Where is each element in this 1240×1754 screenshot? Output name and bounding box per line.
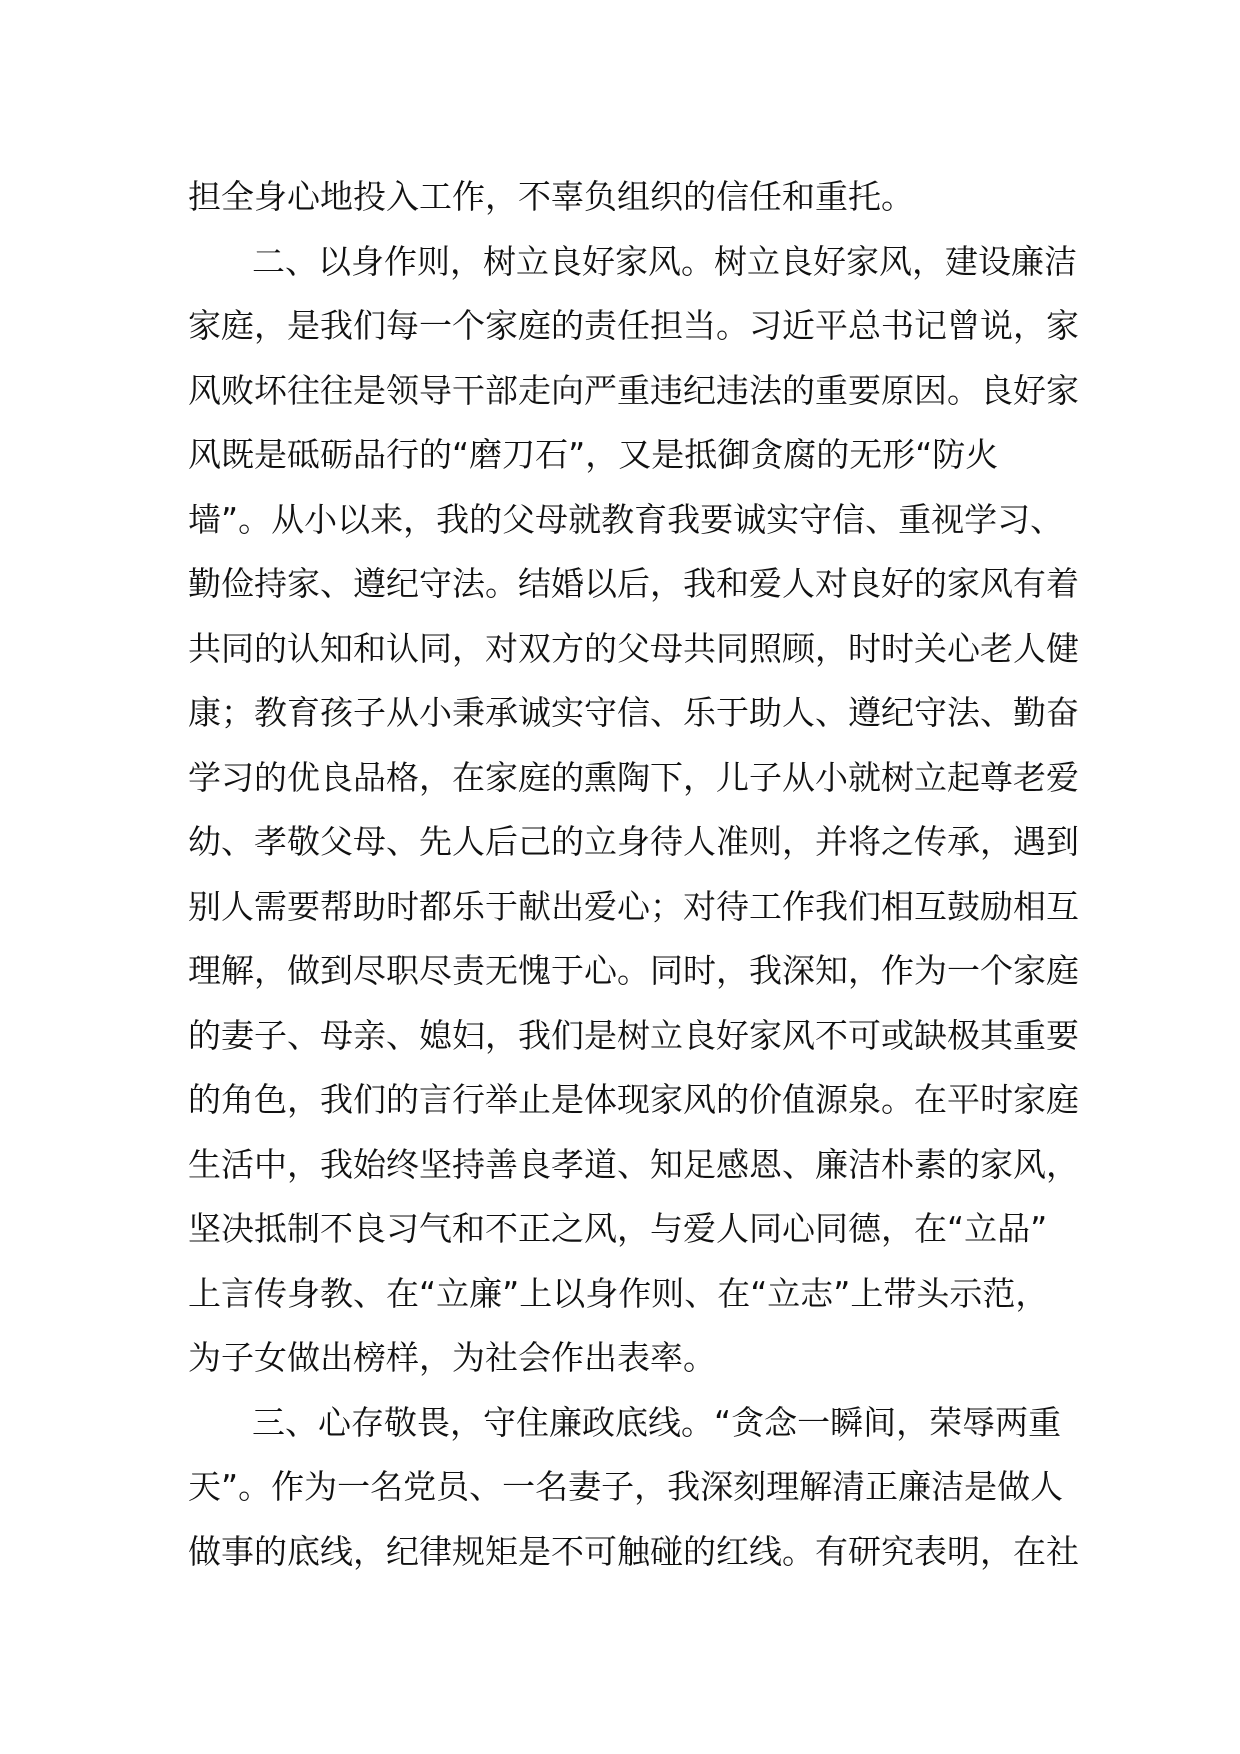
text-line: 家庭，是我们每一个家庭的责任担当。习近平总书记曾说，家 bbox=[188, 306, 1079, 345]
text-line: 风既是砥砺品行的“磨刀石”，又是抵御贪腐的无形“防火 bbox=[188, 435, 999, 474]
text-line: 理解，做到尽职尽责无愧于心。同时，我深知，作为一个家庭 bbox=[188, 951, 1079, 990]
text-line: 做事的底线，纪律规矩是不可触碰的红线。有研究表明，在社 bbox=[188, 1531, 1079, 1571]
text-line: 风败坏往往是领导干部走向严重违纪违法的重要原因。良好家 bbox=[188, 370, 1079, 410]
document-body bbox=[188, 165, 1088, 1584]
text-line: 幼、孝敬父母、先人后己的立身待人准则，并将之传承，遇到 bbox=[188, 822, 1079, 861]
paragraph-heading-3: 三、心存敬畏，守住廉政底线。“贪念一瞬间，荣辱两重 bbox=[252, 1402, 1062, 1442]
text-line: 担全身心地投入工作，不辜负组织的信任和重托。 bbox=[188, 177, 914, 216]
text-line: 上言传身教、在“立廉”上以身作则、在“立志”上带头示范， bbox=[188, 1273, 1049, 1313]
text-line: 天”。作为一名党员、一名妻子，我深刻理解清正廉洁是做人 bbox=[188, 1467, 1064, 1506]
text-line: 生活中，我始终坚持善良孝道、知足感恩、廉洁朴素的家风， bbox=[188, 1144, 1079, 1184]
text-line: 别人需要帮助时都乐于献出爱心；对待工作我们相互鼓励相互 bbox=[188, 886, 1079, 926]
text-line: 的角色，我们的言行举止是体现家风的价值源泉。在平时家庭 bbox=[188, 1080, 1079, 1119]
text-line: 墙”。从小以来，我的父母就教育我要诚实守信、重视学习、 bbox=[188, 499, 1064, 539]
text-line: 的妻子、母亲、媳妇，我们是树立良好家风不可或缺极其重要 bbox=[188, 1015, 1079, 1055]
text-line: 学习的优良品格，在家庭的熏陶下，儿子从小就树立起尊老爱 bbox=[188, 757, 1079, 797]
text-line: 为子女做出榜样，为社会作出表率。 bbox=[188, 1338, 716, 1377]
text-line: 坚决抵制不良习气和不正之风，与爱人同心同德，在“立品” bbox=[188, 1209, 1048, 1248]
paragraph-heading-2: 二、以身作则，树立良好家风。树立良好家风，建设廉洁 bbox=[252, 241, 1077, 281]
text-line: 康；教育孩子从小秉承诚实守信、乐于助人、遵纪守法、勤奋 bbox=[188, 693, 1079, 732]
text-line: 勤俭持家、遵纪守法。结婚以后，我和爱人对良好的家风有着 bbox=[188, 564, 1079, 603]
text-line: 共同的认知和认同，对双方的父母共同照顾，时时关心老人健 bbox=[188, 628, 1079, 668]
